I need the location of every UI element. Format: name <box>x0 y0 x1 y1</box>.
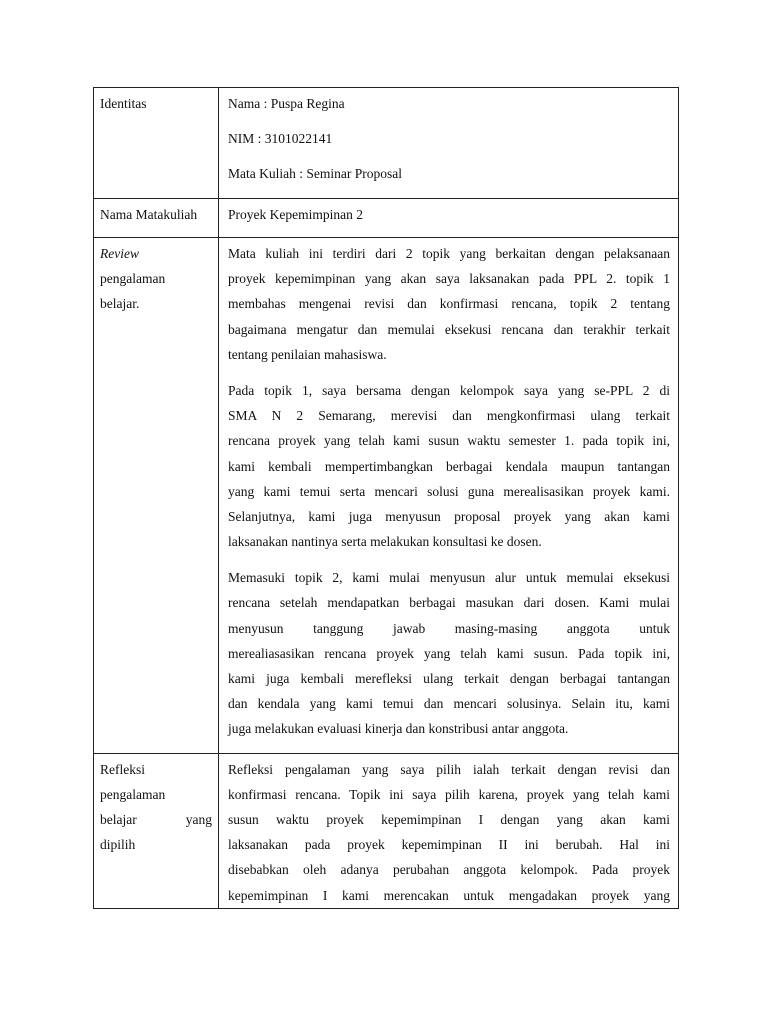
text-line: kami juga kembali merefleksi ulang terkait dengan berbagai tantangan <box>228 671 670 687</box>
text-line: Mata kuliah ini terdiri dari 2 topik yang berkaitan dengan pelaksanaan <box>228 246 670 261</box>
text-line: kepemimpinan I kami merencakan untuk mengadakan proyek yang <box>228 887 670 903</box>
text-line: membahas mengenai revisi dan konfirmasi rencana, topik 2 tentang <box>228 296 670 312</box>
text-line: laksanakan pada proyek kepemimpinan II ini berubah. Hal ini <box>228 837 670 853</box>
course-label-cell <box>94 199 219 238</box>
identity-row <box>94 88 679 199</box>
reflection-table <box>93 87 679 909</box>
text-line: SMA N 2 Semarang, merevisi dan mengkonfirmasi ulang terkait <box>228 408 670 424</box>
reflection-label-line: belajar yang <box>100 812 212 828</box>
text-line: dan kendala yang kami temui dan mencari solusinya. Selain itu, kami <box>228 696 670 712</box>
review-label-line: belajar. <box>100 296 140 312</box>
review-content-cell <box>219 238 679 754</box>
text-line: menyusun tanggung jawab masing-masing anggota untuk <box>228 620 670 636</box>
text-line: disebabkan oleh adanya perubahan anggota kelompok. Pada proyek <box>228 862 670 878</box>
course-value-cell <box>219 199 679 238</box>
course-label: Nama Matakuliah <box>100 207 198 222</box>
student-name: Nama : Puspa Regina <box>228 96 345 111</box>
text-line: Selanjutnya, kami juga menyusun proposal proyek yang akan kami <box>228 508 670 524</box>
text-line: kami kembali mempertimbangkan berbagai kendala maupun tantangan <box>228 458 670 474</box>
text-line: Memasuki topik 2, kami mulai menyusun alur untuk memulai eksekusi <box>228 570 670 586</box>
student-nim: NIM : 3101022141 <box>228 131 333 146</box>
text-line: proyek kepemimpinan yang akan saya laksanakan pada PPL 2. topik 1 <box>228 271 670 287</box>
course-value: Proyek Kepemimpinan 2 <box>228 207 363 222</box>
review-label-line: pengalaman <box>100 271 166 287</box>
text-line: rencana setelah mendapatkan berbagai masukan dari dosen. Kami mulai <box>228 595 670 611</box>
review-paragraph-3 <box>228 565 670 741</box>
text-line: Pada topik 1, saya bersama dengan kelompok saya yang se-PPL 2 di <box>228 382 670 398</box>
text-line: rencana proyek yang telah kami susun waktu semester 1. pada topik ini, <box>228 433 670 449</box>
review-label-cell <box>94 238 219 754</box>
reflection-label-line: dipilih <box>100 837 136 853</box>
text-line: laksanakan nantinya serta melakukan konsultasi ke dosen. <box>228 534 542 550</box>
text-line: yang kami temui serta mencari solusi guna merealisasikan proyek kami. <box>228 483 670 499</box>
text-line: tentang penilaian mahasiswa. <box>228 346 387 362</box>
course-name: Mata Kuliah : Seminar Proposal <box>228 166 402 181</box>
review-label-italic: Review <box>100 246 139 261</box>
identity-content-cell <box>219 88 679 199</box>
text-line: juga melakukan evaluasi kinerja dan konstribusi antar anggota. <box>228 721 569 737</box>
reflection-label-line: pengalaman <box>100 786 166 802</box>
reflection-content-cell <box>219 753 679 908</box>
identity-label: Identitas <box>100 96 147 111</box>
text-line: susun waktu proyek kepemimpinan I dengan yang akan kami <box>228 811 670 827</box>
text-line: bagaimana mengatur dan memulai eksekusi rencana dan terakhir terkait <box>228 321 670 337</box>
text-line: Refleksi pengalaman yang saya pilih ialah terkait dengan revisi dan <box>228 761 670 777</box>
reflection-label-cell <box>94 753 219 908</box>
review-paragraph-1 <box>228 241 670 367</box>
reflection-label-line: Refleksi <box>100 761 145 777</box>
reflection-row <box>94 753 679 908</box>
text-line: merealiasasikan rencana proyek yang telah kami susun. Pada topik ini, <box>228 645 670 661</box>
review-row <box>94 238 679 754</box>
course-row <box>94 199 679 238</box>
identity-label-cell <box>94 88 219 199</box>
review-paragraph-2 <box>228 378 670 554</box>
text-line: konfirmasi rencana. Topik ini saya pilih karena, proyek yang telah kami <box>228 786 670 802</box>
